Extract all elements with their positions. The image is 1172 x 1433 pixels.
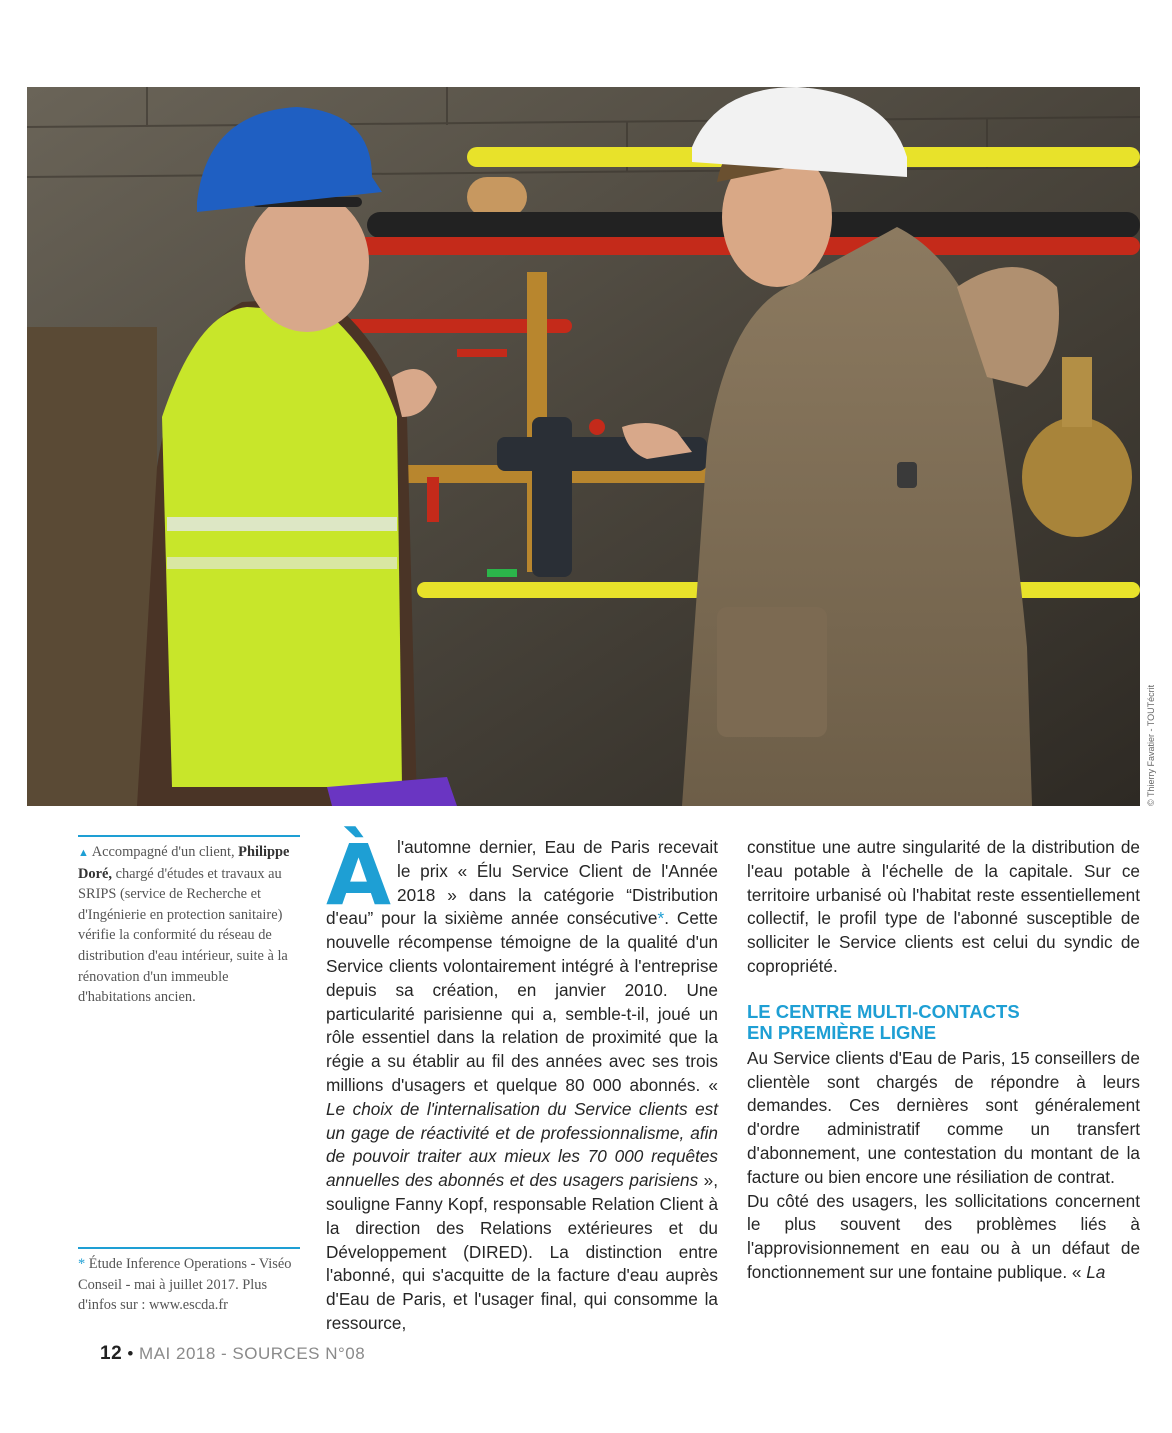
safety-vest	[162, 307, 402, 787]
caption-name: Philippe Doré,	[78, 844, 290, 882]
page-folio: 12 • MAI 2018 - SOURCES N°08	[100, 1343, 366, 1364]
photo-caption	[78, 835, 300, 1008]
article-paragraph-2: constitue une autre singularité de la distribution de l'eau potable à l'échelle de la capitale. Sur ce territoire urbanisé où l'habitat reste essentiellement collectif, le profil type de l'abonné susceptible de solliciter le Service clients est celui du syndic de copropriété.	[747, 837, 1140, 976]
page-number: 12	[100, 1343, 123, 1364]
issue-date: MAI 2018	[139, 1344, 216, 1363]
article-column-1	[326, 826, 718, 1336]
caption-rule	[78, 835, 300, 837]
footnote-rule	[78, 1247, 300, 1249]
article-paragraph-3: Au Service clients d'Eau de Paris, 15 conseillers de clientèle sont chargés de répondre à leurs demandes. Ces dernières sont généralement d'ordre administratif comme un transfert d'abonnement, une contestation du montant de la facture ou bien encore une résiliation de contrat.	[747, 1047, 1140, 1187]
workers-in-basement-photo	[27, 87, 1140, 806]
magazine-name: SOURCES N°08	[232, 1344, 366, 1363]
article-paragraph-1: Àl'automne dernier, Eau de Paris recevait le prix « Élu Service Client de l'Année 2018 » dans la catégorie “Distribution d'eau” pour la sixième année consécutive*. Cette nouvelle récompense témoigne de la qualité d'un Service clients volontairement intégré à l'entreprise depuis sa création, en janvier 2010. Une particularité parisienne qui a, semble-t-il, joué un rôle essentiel dans la relation de proximité que la régie a su établir au fil des années avec ses trois millions d'usagers et quelque 80 000 abonnés. « Le choix de l'internalisation du Service clients est un gage de réactivité et de professionnalisme, afin de pouvoir traiter aux mieux les 70 000 requêtes annuelles des abonnés et des usagers parisiens », souligne Fanny Kopf, responsable Relation Client à la direction des Relations extérieures et du Développement (DIRED). La distinction entre l'abonné, qui s'acquitte de la facture d'eau auprès d'Eau de Paris, et l'usager final, qui consomme la ressource,	[326, 826, 718, 1333]
article-photo	[27, 87, 1140, 806]
footnote-ref: *	[657, 908, 665, 929]
footnote-star: *	[78, 1256, 86, 1272]
caption-lead: Accompagné d'un client,	[91, 844, 235, 860]
footnote-text: Étude Inference Operations - Viséo Conseil - mai à juillet 2017. Plus d'infos sur : www.escda.fr	[78, 1256, 292, 1314]
caption-text: chargé d'études et travaux au SRIPS (service de Recherche et d'Ingénierie en protection sanitaire) vérifie la conformité du réseau de distribution d'eau intérieur, suite à la rénovation d'un immeuble d'habitations ancien.	[78, 865, 288, 1006]
quote-italic: Le choix de l'internalisation du Service clients est un gage de réactivité et de professionnalisme, afin de pouvoir traiter aux mieux les 70 000 requêtes annuelles des abonnés et des usagers parisiens	[326, 1098, 718, 1191]
article-column-2	[747, 836, 1140, 1285]
article-paragraph-4: Du côté des usagers, les sollicitations concernent le plus souvent des problèmes liés à l'approvisionnement en eau ou à un défaut de fonctionnement sur une fontaine publique. « La	[747, 1190, 1140, 1282]
footnote	[78, 1247, 300, 1316]
section-heading: LE CENTRE MULTI-CONTACTS EN PREMIÈRE LIGNE	[747, 1000, 1020, 1043]
triangle-up-icon: ▲	[78, 847, 89, 859]
drop-cap: À	[326, 826, 392, 924]
